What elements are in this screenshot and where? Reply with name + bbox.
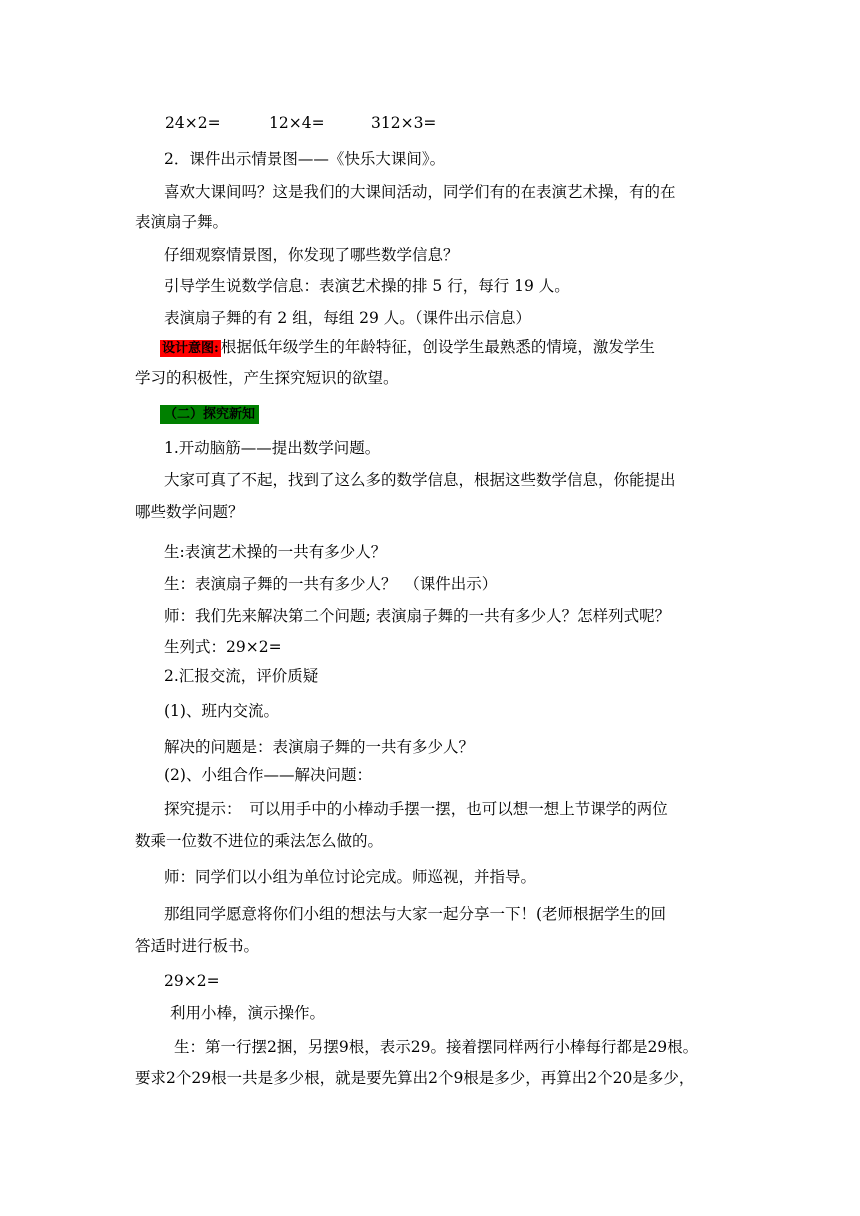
paragraph-group: (2)、小组合作——解决问题： xyxy=(164,766,372,784)
paragraph-observe: 仔细观察情景图，你发现了哪些数学信息？ xyxy=(164,246,459,264)
paragraph-student-line1: 生：第一行摆2捆，另摆9根，表示29。接着摆同样两行小棒每行都是29根。 xyxy=(174,1038,699,1056)
paragraph-teacher: 师：我们先来解决第二个问题; 表演扇子舞的一共有多少人？怎样列式呢？ xyxy=(164,607,671,625)
paragraph-intro-line1: 喜欢大课间吗？这是我们的大课间活动，同学们有的在表演艺术操，有的在 xyxy=(164,183,676,201)
paragraph-intro-line2: 表演扇子舞。 xyxy=(135,213,229,231)
paragraph-step1: 1.开动脑筋——提出数学问题。 xyxy=(164,439,381,457)
paragraph-class-exchange: (1)、班内交流。 xyxy=(164,702,279,720)
design-intent-tag: 设计意图: xyxy=(162,341,219,356)
paragraph-great-line2: 哪些数学问题？ xyxy=(135,503,244,521)
paragraph-hint-line1: 探究提示： 可以用手中的小棒动手摆一摆，也可以想一想上节课学的两位 xyxy=(164,800,668,818)
paragraph-student-line2: 要求2个29根一共是多少根，就是要先算出2个9根是多少，再算出2个20是多少， xyxy=(135,1069,695,1087)
paragraph-great-line1: 大家可真了不起，找到了这么多的数学信息，根据这些数学信息，你能提出 xyxy=(164,471,676,489)
section-tag: （二）探究新知 xyxy=(160,405,259,424)
paragraph-sticks: 利用小棒，演示操作。 xyxy=(170,1004,326,1022)
design-intent-line1 xyxy=(160,336,655,360)
calc-item: 24×2= xyxy=(165,114,221,132)
section-heading xyxy=(160,402,259,426)
calculation-row xyxy=(165,112,436,134)
paragraph-question2: 生：表演扇子舞的一共有多少人？ （课件出示） xyxy=(164,575,498,593)
calc-item: 12×4= xyxy=(269,114,325,132)
paragraph-share-line2: 答适时进行板书。 xyxy=(135,937,260,955)
paragraph-guide: 引导学生说数学信息：表演艺术操的排 5 行，每行 19 人。 xyxy=(164,277,570,295)
paragraph-step2: 2.汇报交流，评价质疑 xyxy=(164,667,319,685)
paragraph-fan-dance: 表演扇子舞的有 2 组，每组 29 人。（课件出示信息） xyxy=(164,309,532,327)
paragraph-scene: 2．课件出示情景图——《快乐大课间》。 xyxy=(164,150,446,168)
paragraph-question1: 生:表演艺术操的一共有多少人？ xyxy=(164,543,387,561)
paragraph-formula2: 29×2= xyxy=(164,972,220,990)
design-intent-line2: 学习的积极性，产生探究短识的欲望。 xyxy=(135,369,399,387)
paragraph-formula: 生列式：29×2= xyxy=(164,638,282,656)
paragraph-share-line1: 那组同学愿意将你们小组的想法与大家一起分享一下！(老师根据学生的回 xyxy=(164,905,667,923)
calc-item: 312×3= xyxy=(371,114,437,132)
paragraph-discuss: 师：同学们以小组为单位讨论完成。师巡视，并指导。 xyxy=(164,868,537,886)
paragraph-hint-line2: 数乘一位数不进位的乘法怎么做的。 xyxy=(135,832,384,850)
paragraph-problem: 解决的问题是：表演扇子舞的一共有多少人？ xyxy=(164,738,475,756)
design-intent-text: 根据低年级学生的年龄特征，创设学生最熟悉的情境，激发学生 xyxy=(220,338,655,356)
